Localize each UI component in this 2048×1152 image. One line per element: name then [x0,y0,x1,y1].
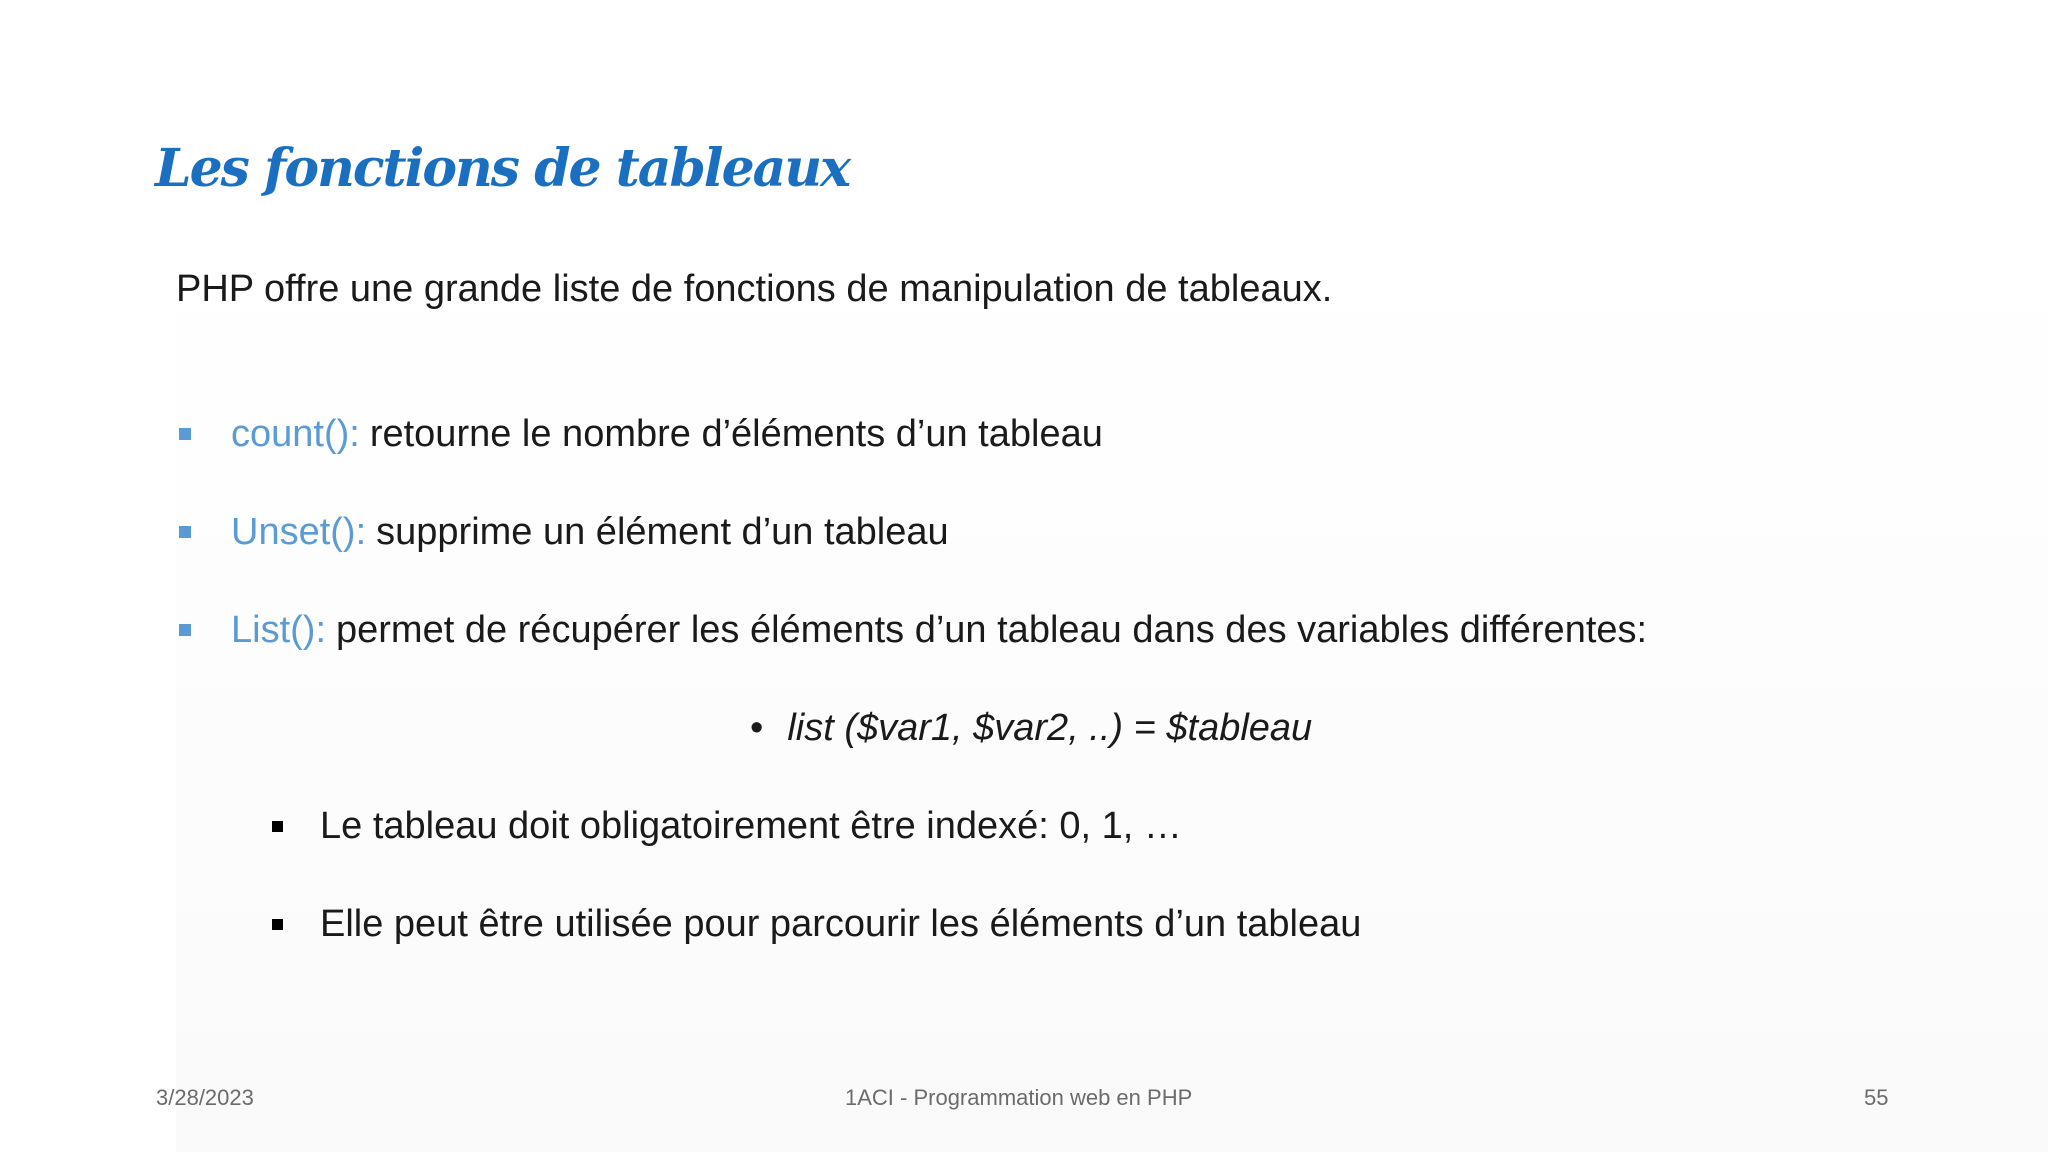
function-name: List(): [231,608,326,651]
black-square-bullet-icon [272,919,283,930]
square-bullet-icon [179,624,191,636]
function-name: Unset(): [231,510,367,553]
footer-date: 3/28/2023 [156,1085,254,1110]
bullet-text: retourne le nombre d’éléments d’un tableau [369,412,1103,455]
slide-title: Les fonctions de tableaux [155,138,850,199]
square-bullet-icon [179,428,191,440]
note-text: Elle peut être utilisée pour parcourir les éléments d’un tableau [320,902,1362,945]
black-square-bullet-icon [272,821,283,832]
bullet-text: supprime un élément d’un tableau [376,510,949,553]
note-indexed [272,800,1182,852]
square-bullet-icon [179,526,191,538]
syntax-text: list ($var1, $var2, ..) = $tableau [787,706,1313,749]
note-iterate [272,898,1361,950]
footer-page-number: 55 [1864,1085,1889,1110]
dot-bullet-icon: • [750,706,764,749]
bullet-count [176,408,1103,460]
bullet-text: permet de récupérer les éléments d’un tableau dans des variables différentes: [336,608,1648,651]
footer-course: 1ACI - Programmation web en PHP [845,1085,1193,1110]
bullet-unset [176,506,949,558]
list-syntax-example [750,702,1312,754]
bullet-list [176,604,1647,656]
intro-text: PHP offre une grande liste de fonctions de manipulation de tableaux. [176,268,1333,310]
content-background [176,240,2048,1152]
note-text: Le tableau doit obligatoirement être indexé: 0, 1, … [320,804,1182,847]
function-name: count(): [231,412,360,455]
